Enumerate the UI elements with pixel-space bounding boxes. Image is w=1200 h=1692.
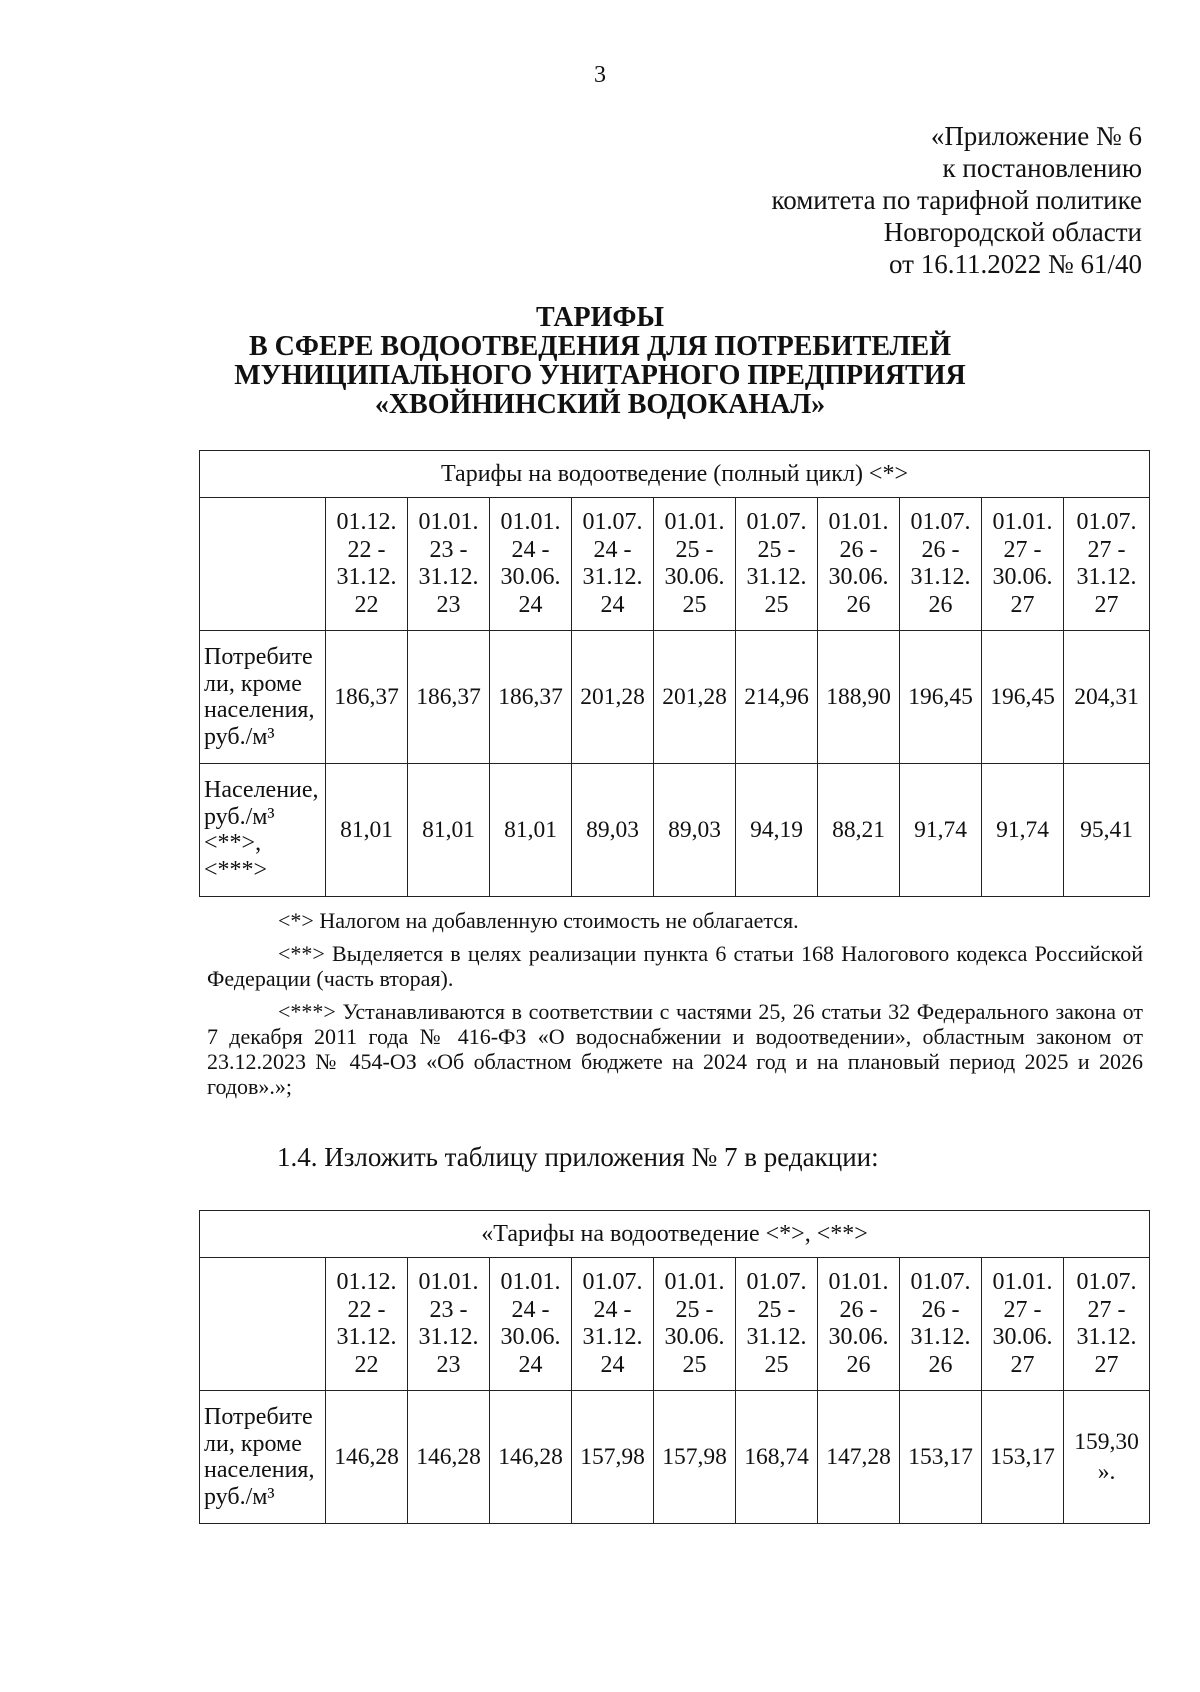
period-line: 26 -	[921, 1296, 960, 1323]
period-line: 01.01.	[664, 509, 725, 535]
period-cell	[900, 1258, 982, 1391]
period-line: 26 -	[921, 536, 960, 563]
period-cell	[900, 498, 982, 631]
tariff-value-cell: 214,96	[736, 631, 818, 764]
tariff-value-cell: 91,74	[982, 764, 1064, 897]
tariff-value-cell: 186,37	[408, 631, 490, 764]
row-label-line: руб./м³	[204, 1483, 275, 1510]
period-line: 25 -	[757, 536, 796, 563]
period-line: 23	[436, 591, 461, 618]
period-line: 24 -	[511, 1296, 550, 1323]
period-cell	[572, 1258, 654, 1391]
period-line: 31.12.	[910, 1324, 971, 1350]
period-line: 27	[1094, 1351, 1119, 1378]
period-line: 25	[764, 591, 789, 618]
period-line: 01.07.	[582, 509, 643, 535]
period-line: 01.07.	[910, 509, 971, 535]
table-caption: «Тарифы на водоотведение <*>, <**>	[200, 1211, 1150, 1258]
period-line: 30.06.	[664, 1324, 725, 1350]
period-line: 27 -	[1087, 536, 1126, 563]
period-cell	[982, 498, 1064, 631]
tariff-value-cell: 196,45	[982, 631, 1064, 764]
period-line: 01.01.	[828, 509, 889, 535]
period-cell	[736, 1258, 818, 1391]
period-line: 01.07.	[910, 1269, 971, 1295]
period-line: 30.06.	[828, 1324, 889, 1350]
tariff-value-cell: 147,28	[818, 1391, 900, 1524]
period-cell	[1064, 498, 1150, 631]
table-row	[200, 631, 1150, 764]
period-line: 01.01.	[500, 509, 561, 535]
empty-header-cell	[200, 498, 326, 631]
period-line: 24 -	[593, 536, 632, 563]
title-line: ТАРИФЫ	[536, 302, 664, 333]
row-label-line: Потребите	[204, 644, 313, 670]
title-line: «ХВОЙНИНСКИЙ ВОДОКАНАЛ»	[374, 389, 826, 420]
period-line: 31.12.	[336, 564, 397, 590]
period-line: 26	[846, 1351, 871, 1378]
footnote: <***> Устанавливаются в соответствии с частями 25, 26 статьи 32 Федерального закона от 7 декабря 2011 года № 416-ФЗ «О водоснабжении и водоотведении», областным законом от 23.12.2023 № 454-ОЗ «Об областном бюджете на 2024 год и на плановый период 2025 и 2026 годов».»;	[207, 999, 1143, 1099]
period-line: 01.07.	[746, 1269, 807, 1295]
period-line: 24 -	[593, 1296, 632, 1323]
row-label-line: населения,	[204, 697, 315, 723]
period-cell	[408, 498, 490, 631]
row-label-line: населения,	[204, 1457, 315, 1483]
tariff-value-cell: 186,37	[490, 631, 572, 764]
page-number: 3	[594, 62, 606, 88]
closing-quote: ».	[1097, 1459, 1116, 1485]
period-line: 27	[1010, 591, 1035, 618]
period-cell	[654, 1258, 736, 1391]
tariff-value-cell: 157,98	[654, 1391, 736, 1524]
period-line: 31.12.	[1076, 1324, 1137, 1350]
period-line: 30.06.	[992, 564, 1053, 590]
period-line: 27 -	[1087, 1296, 1126, 1323]
period-line: 24	[518, 591, 543, 618]
appendix-line: Новгородской области	[883, 217, 1142, 247]
tariff-value-cell: 201,28	[572, 631, 654, 764]
period-cell	[818, 1258, 900, 1391]
empty-header-cell	[200, 1258, 326, 1391]
tariff-value-cell	[1064, 1391, 1150, 1524]
row-label-line: <***>	[204, 856, 268, 883]
period-cell	[326, 1258, 408, 1391]
period-cell	[818, 498, 900, 631]
period-line: 31.12.	[582, 1324, 643, 1350]
tariff-value-cell: 153,17	[900, 1391, 982, 1524]
period-line: 31.12.	[746, 564, 807, 590]
tariff-value-cell: 146,28	[326, 1391, 408, 1524]
period-cell	[490, 498, 572, 631]
period-cell	[572, 498, 654, 631]
period-line: 01.07.	[1076, 509, 1137, 535]
period-line: 30.06.	[500, 1324, 561, 1350]
period-line: 23 -	[429, 536, 468, 563]
tariff-value-cell: 91,74	[900, 764, 982, 897]
table-row	[200, 1391, 1150, 1524]
table-row	[200, 764, 1150, 897]
tariff-value-cell: 157,98	[572, 1391, 654, 1524]
row-label-cell	[200, 631, 326, 764]
tariff-value-cell: 204,31	[1064, 631, 1150, 764]
tariff-value-cell: 168,74	[736, 1391, 818, 1524]
tariff-value-cell: 94,19	[736, 764, 818, 897]
period-line: 30.06.	[500, 564, 561, 590]
period-line: 01.12.	[336, 1269, 397, 1295]
tariff-value-cell: 188,90	[818, 631, 900, 764]
period-cell	[1064, 1258, 1150, 1391]
title-line: МУНИЦИПАЛЬНОГО УНИТАРНОГО ПРЕДПРИЯТИЯ	[234, 360, 966, 391]
period-cell	[982, 1258, 1064, 1391]
period-cell	[736, 498, 818, 631]
tariff-value-cell: 186,37	[326, 631, 408, 764]
period-line: 25 -	[757, 1296, 796, 1323]
period-line: 25	[682, 1351, 707, 1378]
tariff-value-last: 159,30	[1074, 1429, 1139, 1455]
period-line: 31.12.	[418, 1324, 479, 1350]
appendix-line: от 16.11.2022 № 61/40	[889, 249, 1142, 279]
period-line: 01.01.	[664, 1269, 725, 1295]
period-line: 31.12.	[582, 564, 643, 590]
period-line: 22 -	[347, 536, 386, 563]
period-line: 23 -	[429, 1296, 468, 1323]
appendix-line: комитета по тарифной политике	[771, 185, 1142, 215]
footnotes	[207, 908, 1143, 1107]
period-header-row	[200, 1258, 1150, 1391]
period-line: 26 -	[839, 1296, 878, 1323]
period-line: 22	[354, 591, 379, 618]
tariff-value-cell: 201,28	[654, 631, 736, 764]
tariff-value-cell: 95,41	[1064, 764, 1150, 897]
period-line: 01.07.	[746, 509, 807, 535]
tariff-value-cell: 81,01	[408, 764, 490, 897]
tariff-value-cell: 81,01	[490, 764, 572, 897]
footnote: <**> Выделяется в целях реализации пункта 6 статьи 168 Налогового кодекса Российской Федерации (часть вторая).	[207, 941, 1143, 991]
period-line: 24 -	[511, 536, 550, 563]
period-line: 31.12.	[746, 1324, 807, 1350]
period-line: 25 -	[675, 536, 714, 563]
period-line: 01.12.	[336, 509, 397, 535]
appendix-line: к постановлению	[942, 153, 1142, 183]
period-line: 25 -	[675, 1296, 714, 1323]
period-line: 31.12.	[1076, 564, 1137, 590]
row-label-cell	[200, 1391, 326, 1524]
period-line: 25	[764, 1351, 789, 1378]
period-line: 01.01.	[828, 1269, 889, 1295]
tariff-table-appendix-7	[199, 1210, 1150, 1524]
title-line: В СФЕРЕ ВОДООТВЕДЕНИЯ ДЛЯ ПОТРЕБИТЕЛЕЙ	[249, 331, 951, 362]
tariff-value-cell: 146,28	[490, 1391, 572, 1524]
period-line: 01.01.	[418, 1269, 479, 1295]
appendix-reference	[771, 120, 1142, 280]
period-line: 01.01.	[418, 509, 479, 535]
row-label-line: Население,	[204, 777, 319, 803]
period-line: 01.01.	[992, 509, 1053, 535]
period-line: 01.07.	[582, 1269, 643, 1295]
tariff-value-cell: 88,21	[818, 764, 900, 897]
period-line: 30.06.	[828, 564, 889, 590]
period-line: 01.01.	[992, 1269, 1053, 1295]
period-line: 24	[600, 1351, 625, 1378]
period-line: 22	[354, 1351, 379, 1378]
tariff-value-cell: 89,03	[654, 764, 736, 897]
row-label-line: ли, кроме	[204, 1430, 302, 1457]
tariff-value-cell: 153,17	[982, 1391, 1064, 1524]
tariff-table-full-cycle	[199, 450, 1150, 897]
table-caption: Тарифы на водоотведение (полный цикл) <*>	[200, 451, 1150, 498]
period-line: 26	[928, 1351, 953, 1378]
period-line: 26	[928, 591, 953, 618]
period-cell	[654, 498, 736, 631]
period-line: 31.12.	[910, 564, 971, 590]
period-line: 23	[436, 1351, 461, 1378]
period-line: 31.12.	[336, 1324, 397, 1350]
period-line: 26 -	[839, 536, 878, 563]
tariff-value-cell: 81,01	[326, 764, 408, 897]
period-line: 01.07.	[1076, 1269, 1137, 1295]
period-cell	[490, 1258, 572, 1391]
document-title	[0, 303, 1200, 419]
period-line: 22 -	[347, 1296, 386, 1323]
tariff-value-cell: 146,28	[408, 1391, 490, 1524]
row-label-line: руб./м³	[204, 723, 275, 750]
period-line: 30.06.	[664, 564, 725, 590]
period-line: 27 -	[1003, 1296, 1042, 1323]
period-cell	[326, 498, 408, 631]
tariff-value-cell: 89,03	[572, 764, 654, 897]
period-line: 01.01.	[500, 1269, 561, 1295]
period-line: 24	[518, 1351, 543, 1378]
footnote: <*> Налогом на добавленную стоимость не облагается.	[278, 908, 799, 933]
row-label-cell	[200, 764, 326, 897]
row-label-line: <**>,	[204, 830, 262, 856]
appendix-line: «Приложение № 6	[930, 121, 1142, 151]
period-cell	[408, 1258, 490, 1391]
tariff-value-cell: 196,45	[900, 631, 982, 764]
row-label-line: руб./м³	[204, 803, 275, 830]
period-header-row	[200, 498, 1150, 631]
period-line: 31.12.	[418, 564, 479, 590]
section-heading: 1.4. Изложить таблицу приложения № 7 в редакции:	[277, 1142, 879, 1172]
period-line: 26	[846, 591, 871, 618]
period-line: 24	[600, 591, 625, 618]
period-line: 27	[1094, 591, 1119, 618]
row-label-line: Потребите	[204, 1404, 313, 1430]
period-line: 30.06.	[992, 1324, 1053, 1350]
period-line: 27	[1010, 1351, 1035, 1378]
row-label-line: ли, кроме	[204, 670, 302, 697]
period-line: 27 -	[1003, 536, 1042, 563]
period-line: 25	[682, 591, 707, 618]
